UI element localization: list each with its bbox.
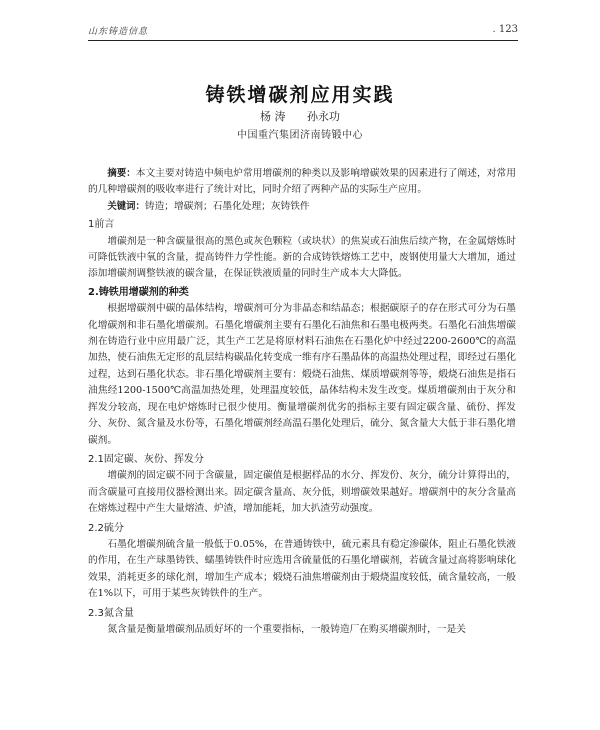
author-name: 杨 涛 xyxy=(260,110,286,123)
nitrogen-paragraph: 氮含量是衡量增碳剂品质好坏的一个重要指标，一般铸造厂在购买增碳剂时，一是关 xyxy=(107,623,466,635)
journal-name: 山东铸造信息 xyxy=(88,27,149,37)
keywords xyxy=(88,199,516,215)
keywords-text: 铸造；增碳剂；石墨化处理；灰铸铁件 xyxy=(144,200,310,212)
header-rule xyxy=(88,40,518,41)
section-heading-intro: 1前言 xyxy=(88,219,115,231)
author-line xyxy=(0,108,600,124)
types-paragraph: 根据增碳剂中碳的晶体结构，增碳剂可分为非晶态和结晶态；根据碳原子的存在形式可分为石墨化增碳剂和非石墨化增碳剂。石墨化增碳剂主要有石墨化石油焦和石墨电极两类。石墨化石油焦增碳剂在铸造行业中应用最广泛，其生产工艺是将原材料石油焦在石墨化炉中经过2200-2600℃的高温加热，使石油焦无定形的乱层结构碳晶化转变成一维有序石墨晶体的高温热处理过程，即经过石墨化过程，达到石墨化状态。非石墨化增碳剂主要有：煅烧石油焦、煤质增碳剂等等，煅烧石油焦是指石油焦经1200-1500℃高温加热处理，处理温度较低，晶体结构未发生改变。煤质增碳剂由于灰分和挥发分较高，现在电炉熔炼时已很少使用。衡量增碳剂优劣的指标主要有固定碳含量、硫份、挥发分、灰份、氮含量及水份等，石墨化增碳剂经高温石墨化处理后，硫分、氮含量大大低于非石墨化增碳剂。 xyxy=(88,303,516,446)
subsection-heading-sulfur: 2.2硫分 xyxy=(88,522,124,534)
running-header xyxy=(88,24,518,38)
abstract-text: 本文主要对铸造中频电炉常用增碳剂的种类以及影响增碳效果的因素进行了阐述，对常用的几种增碳剂的吸收率进行了统计对比，同时介绍了两种产品的实际生产应用。 xyxy=(88,168,516,196)
page-number: . 123 xyxy=(492,24,518,35)
subsection-heading-nitrogen: 2.3氮含量 xyxy=(88,607,134,619)
affiliation: 中国重汽集团济南铸锻中心 xyxy=(237,130,363,141)
keywords-label: 关键词： xyxy=(107,200,145,212)
section-heading-types: 2.铸铁用增碳剂的种类 xyxy=(88,286,189,298)
article-title: 铸铁增碳剂应用实践 xyxy=(205,84,395,106)
abstract-label: 摘要： xyxy=(107,168,136,179)
sulfur-paragraph: 石墨化增碳剂硫含量一般低于0.05%，在普通铸铁中，硫元素具有稳定渗碳体，阻止石墨化铁液的作用，在生产球墨铸铁、蠕墨铸铁件时应选用含硫量低的石墨化增碳剂，若硫含量过高将影响球化效果，消耗更多的球化剂，增加生产成本；煅烧石油焦增碳剂由于煅烧温度较低，硫含量较高，一般在1%以下，可用于某些灰铸铁件的生产。 xyxy=(88,538,516,600)
abstract xyxy=(88,166,516,199)
fixed-carbon-paragraph: 增碳剂的固定碳不同于含碳量，固定碳值是根据样品的水分、挥发份、灰分，硫分计算得出的，而含碳量可直接用仪器检测出来。固定碳含量高、灰分低，则增碳效果越好。增碳剂中的灰分含量高在熔炼过程中产生大量熔渣、炉渣，增加能耗，加大扒渣劳动强度。 xyxy=(88,470,516,515)
intro-paragraph: 增碳剂是一种含碳量很高的黑色或灰色颗粒（或块状）的焦炭或石油焦后续产物，在金属熔炼时可降低铁液中氧的含量，提高铸件力学性能。新的合成铸铁熔炼工艺中，废钢使用量大大增加，通过添加增碳剂调整铁液的碳含量，在保证铁液质量的同时生产成本大大降低。 xyxy=(88,235,516,280)
author-name: 孙永功 xyxy=(307,110,340,123)
subsection-heading-fixed-carbon: 2.1固定碳、灰份、挥发分 xyxy=(88,453,204,465)
article-body xyxy=(88,166,516,638)
